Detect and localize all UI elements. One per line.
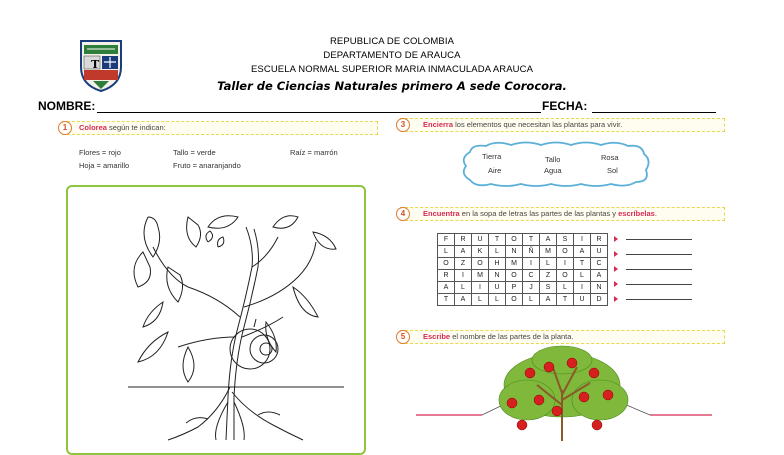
section1-verb: Colorea (79, 123, 107, 132)
word-search-cell[interactable]: P (506, 282, 523, 294)
word-search-cell[interactable]: T (438, 294, 455, 306)
word-search-cell[interactable]: R (438, 270, 455, 282)
word-search-cell[interactable]: M (472, 270, 489, 282)
word-search-cell[interactable]: R (591, 234, 608, 246)
word-search-cell[interactable]: R (455, 234, 472, 246)
word-search-cell[interactable]: T (523, 234, 540, 246)
answer-arrow-icon (614, 296, 618, 302)
legend-raiz: Raíz = marrón (290, 148, 338, 157)
section4-instruction (423, 209, 657, 218)
answer-arrow-icon (614, 236, 618, 242)
word-search-cell[interactable]: F (438, 234, 455, 246)
answer-arrow-icon (614, 281, 618, 287)
cloud-word-rosa[interactable]: Rosa (601, 153, 619, 162)
word-search-cell[interactable]: S (557, 234, 574, 246)
word-search-cell[interactable]: I (574, 282, 591, 294)
word-search-row (438, 270, 608, 282)
section4-end: . (654, 209, 657, 218)
word-search-cell[interactable]: N (591, 282, 608, 294)
section4-number: 4 (396, 207, 410, 221)
word-search-row (438, 282, 608, 294)
answer-blank-line[interactable] (626, 254, 692, 255)
word-search-cell[interactable]: T (557, 294, 574, 306)
word-search-cell[interactable]: C (591, 258, 608, 270)
answer-blank-line[interactable] (626, 284, 692, 285)
word-search-cell[interactable]: L (455, 282, 472, 294)
nombre-blank-line[interactable] (97, 112, 541, 113)
section5-instruction (423, 332, 574, 341)
section3-instruction (423, 120, 622, 129)
word-search-cell[interactable]: L (438, 246, 455, 258)
word-search-cell[interactable]: O (506, 294, 523, 306)
fecha-label: FECHA: (542, 99, 588, 113)
section3-number: 3 (396, 118, 410, 132)
word-search-cell[interactable]: Z (540, 270, 557, 282)
section1-number: 1 (58, 121, 72, 135)
word-search-cell[interactable]: A (540, 294, 557, 306)
answer-blank-line[interactable] (626, 239, 692, 240)
word-search-cell[interactable]: S (540, 282, 557, 294)
worksheet-title: Taller de Ciencias Naturales primero A sede Corocora. (217, 79, 567, 93)
section5-number: 5 (396, 330, 410, 344)
word-search-cell[interactable]: O (506, 234, 523, 246)
section5-verb: Escribe (423, 332, 451, 341)
cloud-word-agua[interactable]: Agua (544, 166, 562, 175)
word-search-cell[interactable]: A (591, 270, 608, 282)
apple-tree-drawing (412, 345, 722, 441)
word-search-cell[interactable]: L (574, 270, 591, 282)
word-search-cell[interactable]: O (557, 246, 574, 258)
word-search-cell[interactable]: A (438, 282, 455, 294)
word-search-cell[interactable]: O (506, 270, 523, 282)
word-search-row (438, 246, 608, 258)
word-search-cell[interactable]: Ñ (523, 246, 540, 258)
word-search-cell[interactable]: I (472, 282, 489, 294)
answer-blank-line[interactable] (626, 269, 692, 270)
answer-blank-line[interactable] (626, 299, 692, 300)
word-search-row (438, 294, 608, 306)
word-search-cell[interactable]: I (574, 234, 591, 246)
header-school: ESCUELA NORMAL SUPERIOR MARIA INMACULADA ARAUCA (250, 64, 534, 75)
plant-drawing[interactable] (68, 187, 364, 441)
section4-verb: Encuentra (423, 209, 460, 218)
svg-text:T: T (91, 58, 100, 71)
word-search-cell[interactable]: L (523, 294, 540, 306)
word-search-cell[interactable]: U (489, 282, 506, 294)
word-search-cell[interactable]: O (557, 270, 574, 282)
word-search-grid[interactable] (437, 233, 608, 306)
word-search-cell[interactable]: I (455, 270, 472, 282)
word-search-cell[interactable]: L (540, 258, 557, 270)
word-search-cell[interactable]: H (489, 258, 506, 270)
section1-text: según te indican: (106, 123, 166, 132)
word-search-cell[interactable]: I (523, 258, 540, 270)
cloud-word-sol[interactable]: Sol (607, 166, 618, 175)
legend-hoja: Hoja = amarillo (79, 161, 130, 170)
word-search-cell[interactable]: O (438, 258, 455, 270)
word-cloud-shape (456, 140, 656, 190)
word-search-cell[interactable]: T (489, 234, 506, 246)
word-search-cell[interactable]: Z (455, 258, 472, 270)
word-search-cell[interactable]: C (523, 270, 540, 282)
legend-tallo: Tallo = verde (173, 148, 216, 157)
section3-verb: Encierra (423, 120, 454, 129)
answer-arrow-icon (614, 251, 618, 257)
word-search-cell[interactable]: I (557, 258, 574, 270)
word-search-cell[interactable]: J (523, 282, 540, 294)
word-search-cell[interactable]: L (472, 294, 489, 306)
section5-text: el nombre de las partes de la planta. (450, 332, 574, 341)
word-search-cell[interactable]: D (591, 294, 608, 306)
answer-arrow-icon (614, 266, 618, 272)
nombre-label: NOMBRE: (38, 99, 96, 113)
word-search-cell[interactable]: A (540, 234, 557, 246)
header-department: DEPARTAMENTO DE ARAUCA (323, 50, 461, 61)
word-search-cell[interactable]: M (506, 258, 523, 270)
word-search-cell[interactable]: A (455, 294, 472, 306)
word-search-cell[interactable]: N (489, 270, 506, 282)
word-search-row (438, 258, 608, 270)
legend-flores: Flores = rojo (79, 148, 121, 157)
word-search-cell[interactable]: T (574, 258, 591, 270)
word-search-cell[interactable]: A (455, 246, 472, 258)
word-search-cell[interactable]: L (489, 294, 506, 306)
word-search-cell[interactable]: L (489, 246, 506, 258)
cloud-word-tallo[interactable]: Tallo (545, 155, 561, 164)
section1-instruction (79, 123, 166, 132)
word-search-cell[interactable]: U (591, 246, 608, 258)
cloud-word-aire[interactable]: Aire (488, 166, 502, 175)
legend-fruto: Fruto = anaranjando (173, 161, 241, 170)
word-search-cell[interactable]: A (574, 246, 591, 258)
word-search-cell[interactable]: K (472, 246, 489, 258)
fecha-blank-line[interactable] (592, 112, 716, 113)
word-search-cell[interactable]: L (557, 282, 574, 294)
word-search-cell[interactable]: N (506, 246, 523, 258)
word-search-cell[interactable]: U (574, 294, 591, 306)
header-country: REPUBLICA DE COLOMBIA (329, 36, 455, 47)
word-search-cell[interactable]: O (472, 258, 489, 270)
section3-text: los elementos que necesitan las plantas para vivir. (453, 120, 623, 129)
word-search-cell[interactable]: U (472, 234, 489, 246)
section4-verb2: escríbelas (618, 209, 655, 218)
cloud-word-tierra[interactable]: Tierra (482, 152, 502, 161)
word-search-cell[interactable]: M (540, 246, 557, 258)
section4-text: en la sopa de letras las partes de las plantas y (459, 209, 619, 218)
word-search-row (438, 234, 608, 246)
